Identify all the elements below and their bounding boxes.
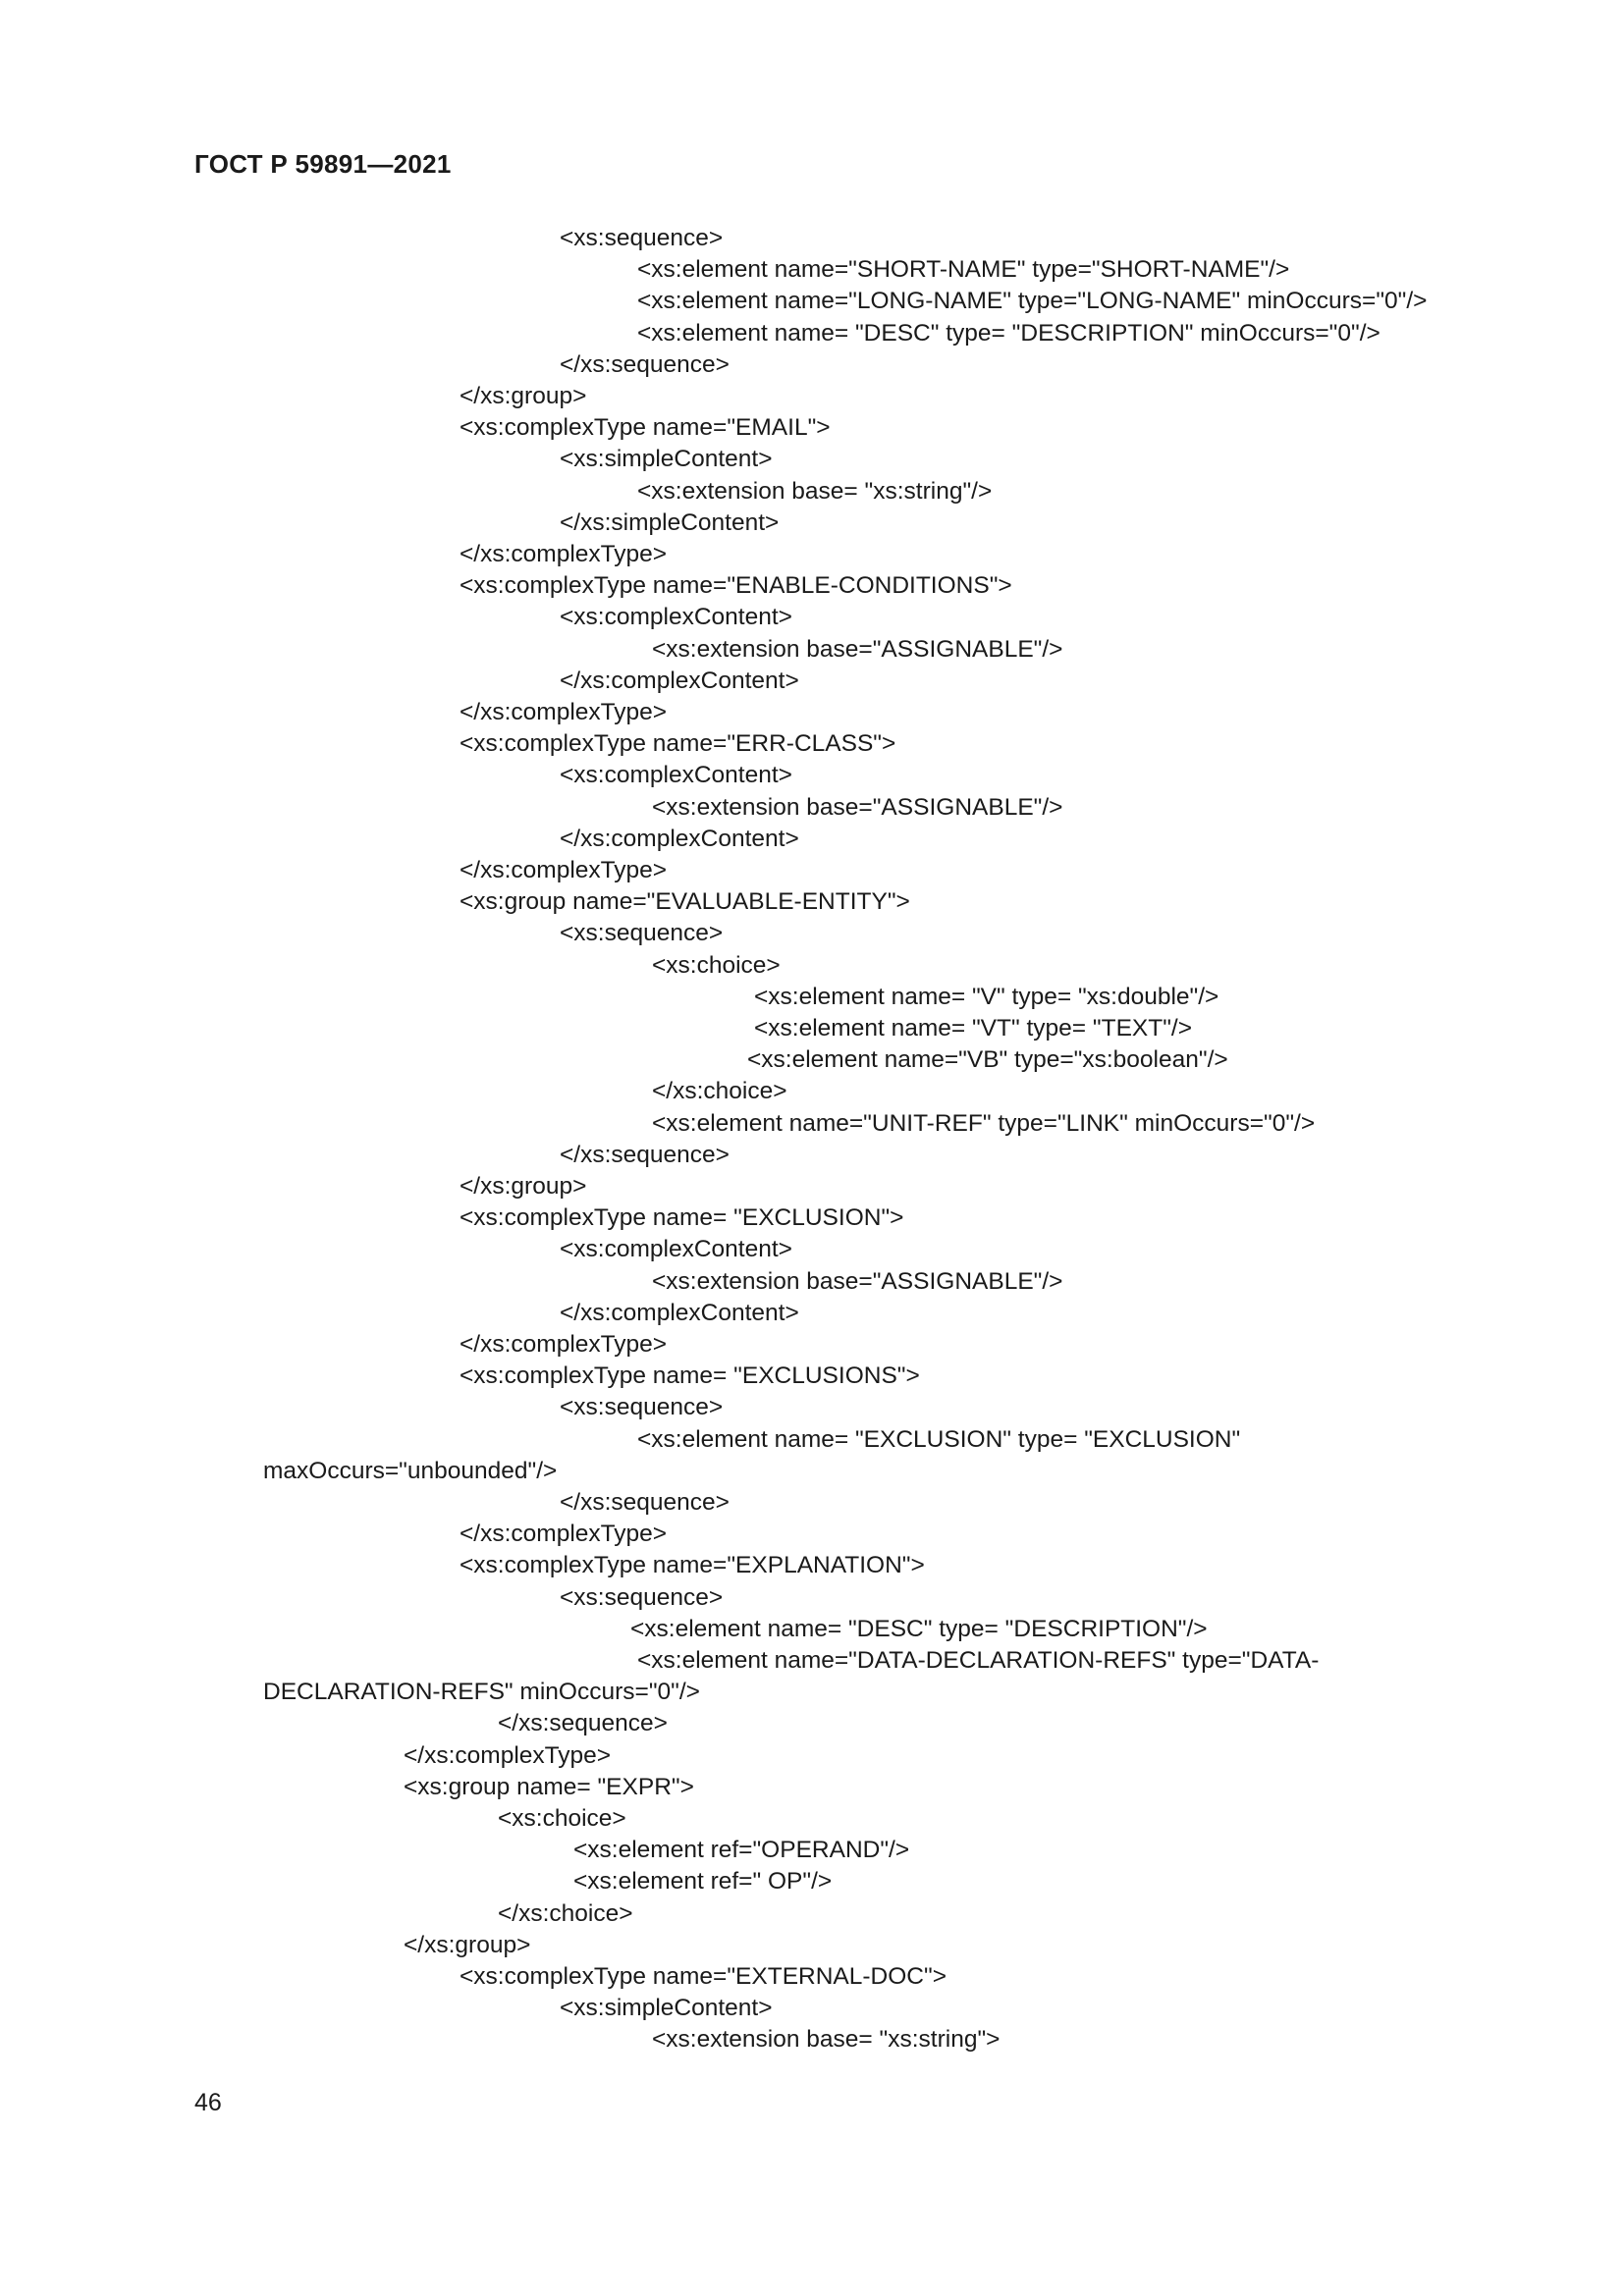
code-line: </xs:simpleContent>: [560, 508, 780, 536]
code-line: </xs:group>: [404, 1931, 531, 1958]
code-line: <xs:group name= "EXPR">: [404, 1773, 694, 1800]
code-line: <xs:element name="UNIT-REF" type="LINK" minOccurs="0"/>: [652, 1109, 1316, 1137]
code-line: <xs:element name="VB" type="xs:boolean"/>: [747, 1046, 1228, 1074]
code-line: <xs:sequence>: [560, 225, 724, 251]
code-line: <xs:element ref=" OP"/>: [573, 1868, 833, 1896]
code-line: </xs:complexType>: [404, 1741, 612, 1769]
code-line: </xs:group>: [460, 1173, 587, 1200]
code-line: </xs:complexType>: [460, 1521, 668, 1548]
code-line: </xs:complexType>: [460, 699, 668, 725]
code-line: <xs:complexContent>: [560, 604, 792, 631]
code-line: <xs:choice>: [652, 951, 781, 979]
code-line: </xs:sequence>: [560, 1489, 730, 1516]
code-line: </xs:complexContent>: [560, 825, 799, 852]
code-line: <xs:element name= "EXCLUSION" type= "EXCLUSION": [637, 1425, 1241, 1453]
code-line: <xs:element name="DATA-DECLARATION-REFS" type="DATA-: [637, 1647, 1320, 1674]
code-line: <xs:complexType name="ENABLE-CONDITIONS">: [460, 572, 1012, 600]
code-line: </xs:complexType>: [460, 1331, 668, 1358]
code-line: </xs:sequence>: [560, 1141, 730, 1168]
code-line: <xs:sequence>: [560, 1394, 724, 1421]
code-line: <xs:extension base= "xs:string"/>: [637, 477, 993, 505]
code-line: <xs:element name="SHORT-NAME" type="SHORT-NAME"/>: [637, 256, 1290, 284]
code-line: </xs:choice>: [652, 1078, 787, 1105]
code-line: <xs:extension base= "xs:string">: [652, 2026, 1001, 2054]
code-line: <xs:complexType name="ERR-CLASS">: [460, 730, 896, 758]
code-line: </xs:complexContent>: [560, 667, 799, 694]
code-line: <xs:complexContent>: [560, 1236, 792, 1263]
code-line: <xs:complexType name= "EXCLUSIONS">: [460, 1362, 920, 1390]
code-line: <xs:choice>: [498, 1805, 626, 1832]
code-line: </xs:sequence>: [560, 350, 730, 378]
code-line: </xs:complexType>: [460, 541, 668, 567]
code-line: maxOccurs="unbounded"/>: [263, 1457, 558, 1484]
code-line: </xs:group>: [460, 383, 587, 409]
code-line: <xs:complexType name="EXTERNAL-DOC">: [460, 1963, 947, 1990]
code-line: <xs:element name= "DESC" type= "DESCRIPTION"/>: [630, 1615, 1208, 1642]
code-line: </xs:sequence>: [498, 1710, 668, 1737]
code-line: <xs:complexContent>: [560, 762, 792, 789]
code-line: </xs:complexType>: [460, 857, 668, 883]
code-line: <xs:extension base="ASSIGNABLE"/>: [652, 793, 1063, 821]
code-line: <xs:group name="EVALUABLE-ENTITY">: [460, 888, 910, 916]
code-line: <xs:extension base="ASSIGNABLE"/>: [652, 635, 1063, 663]
code-line: <xs:simpleContent>: [560, 1995, 773, 2022]
code-line: DECLARATION-REFS" minOccurs="0"/>: [263, 1679, 700, 1706]
page-header-standard-title: ГОСТ Р 59891—2021: [194, 149, 452, 179]
code-line: <xs:element name="LONG-NAME" type="LONG-NAME" minOccurs="0"/>: [637, 288, 1428, 315]
code-line: <xs:element name= "V" type= "xs:double"/>: [754, 983, 1219, 1010]
code-line: <xs:element name= "VT" type= "TEXT"/>: [754, 1015, 1193, 1041]
page-number: 46: [194, 2089, 222, 2116]
code-line: <xs:sequence>: [560, 920, 724, 947]
code-line: </xs:complexContent>: [560, 1299, 799, 1326]
code-line: <xs:simpleContent>: [560, 446, 773, 473]
code-line: <xs:complexType name= "EXCLUSION">: [460, 1204, 904, 1232]
code-line: <xs:extension base="ASSIGNABLE"/>: [652, 1267, 1063, 1295]
code-line: </xs:choice>: [498, 1899, 633, 1927]
code-line: <xs:complexType name="EMAIL">: [460, 414, 831, 442]
code-line: <xs:element name= "DESC" type= "DESCRIPTION" minOccurs="0"/>: [637, 319, 1380, 347]
code-line: <xs:complexType name="EXPLANATION">: [460, 1552, 925, 1579]
code-line: <xs:sequence>: [560, 1583, 724, 1611]
code-line: <xs:element ref="OPERAND"/>: [573, 1837, 910, 1864]
